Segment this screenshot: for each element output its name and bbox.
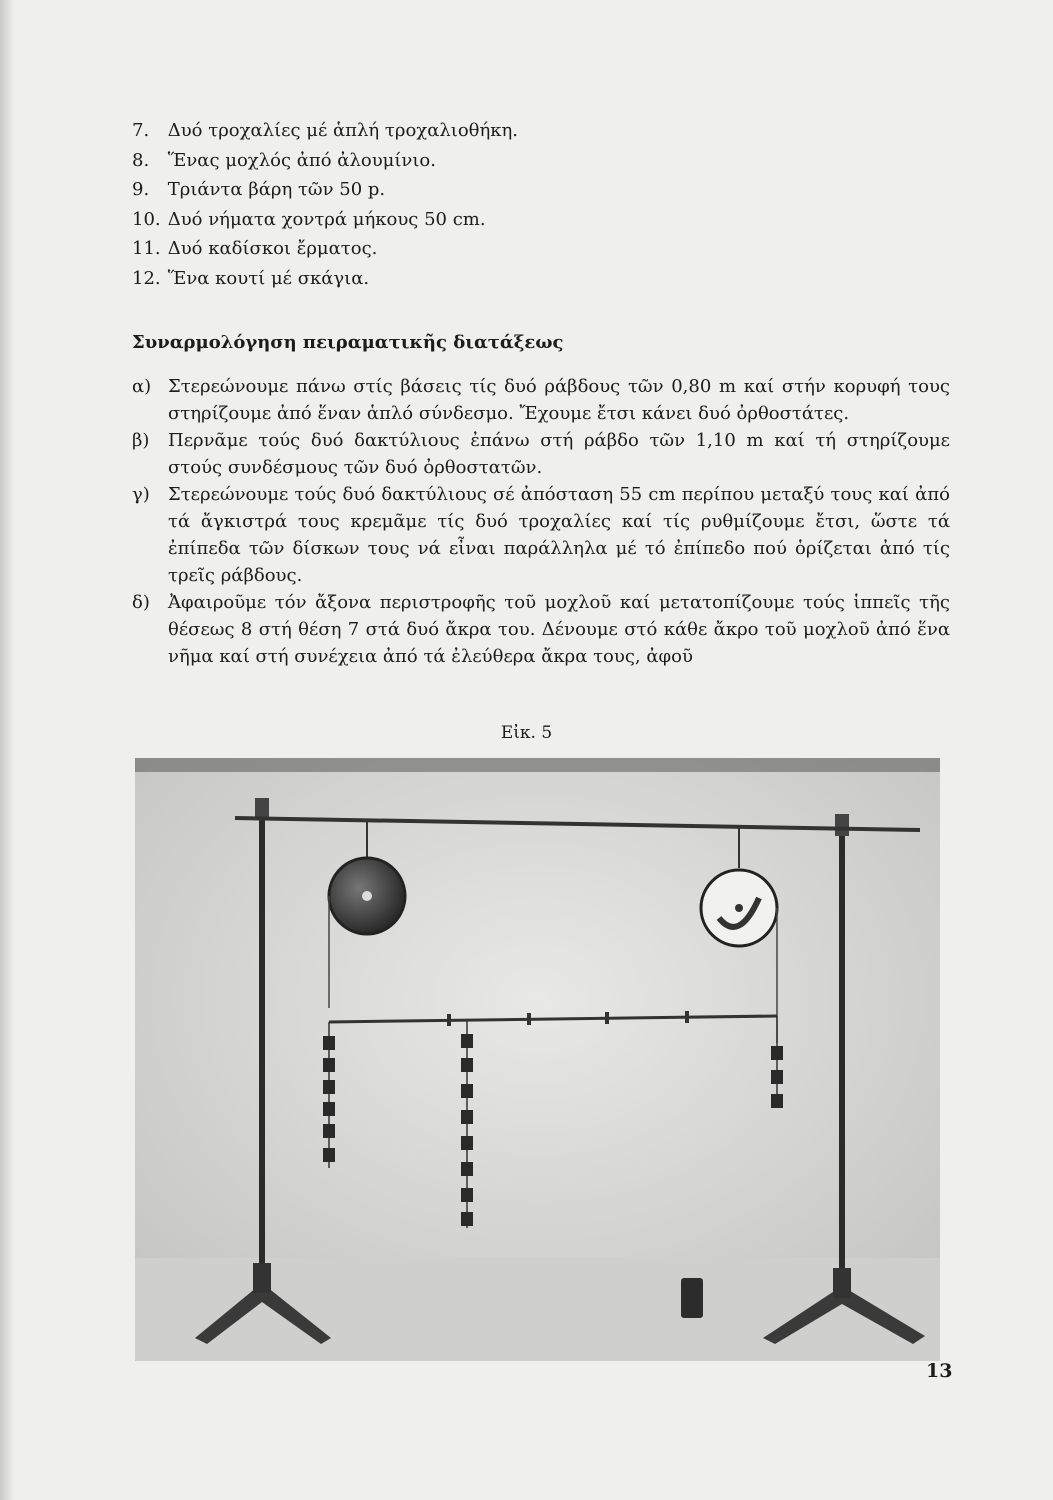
step-c: γ) Στερεώνουμε τούς δυό δακτύλιους σέ ἀπόσταση 55 cm περίπου μεταξύ τους καί ἀπό τά ἄγκιστρά τους κρεμᾶμε τίς δυό τροχαλίες καί τίς ρυθμίζουμε ἔτσι, ὥστε τά ἐπίπεδα τῶν δίσκων τους νά εἶναι παράλληλα μέ τό ἐπίπεδο πού ὁρίζεται ἀπό τίς τρεῖς ράβδους. xyxy=(132,484,950,586)
list-item: 11. Δυό καδίσκοι ἔρματος. xyxy=(132,238,378,259)
section-title: Συναρμολόγηση πειραματικῆς διατάξεως xyxy=(132,332,564,353)
assembly-steps xyxy=(132,373,950,670)
shot-container xyxy=(681,1278,703,1318)
page-number: 13 xyxy=(926,1360,953,1382)
list-item: 12. Ἕνα κουτί μέ σκάγια. xyxy=(132,267,370,289)
equipment-list xyxy=(132,116,652,293)
step-a: α) Στερεώνουμε πάνω στίς βάσεις τίς δυό ράβδους τῶν 0,80 m καί στήν κορυφή τους στηρίζουμε ἀπό ἕναν ἁπλό σύνδεσμο. Ἔχουμε ἔτσι κάνει δυό ὀρθοστάτες. xyxy=(132,376,950,424)
apparatus-photo xyxy=(135,758,940,1361)
page-binding-shadow xyxy=(0,0,14,1500)
step-b: β) Περνᾶμε τούς δυό δακτύλιους ἐπάνω στή ράβδο τῶν 1,10 m καί τή στηρίζουμε στούς συνδέσμους τῶν δυό ὀρθοστατῶν. xyxy=(132,430,950,478)
apparatus-illustration xyxy=(135,758,940,1361)
list-item: 8. Ἕνας μοχλός ἀπό ἀλουμίνιο. xyxy=(132,149,436,171)
step-d: δ) Ἀφαιροῦμε τόν ἄξονα περιστροφῆς τοῦ μοχλοῦ καί μετατοπίζουμε τούς ἱππεῖς τῆς θέσεως 8 στή θέση 7 στά δυό ἄκρα του. Δένουμε στό κάθε ἄκρο τοῦ μοχλοῦ ἀπό ἕνα νῆμα καί στή συνέχεια ἀπό τά ἐλεύθερα ἄκρα τους, ἀφοῦ xyxy=(132,592,950,667)
figure-caption: Εἰκ. 5 xyxy=(500,723,553,743)
list-item: 7. Δυό τροχαλίες μέ ἁπλή τροχαλιοθήκη. xyxy=(132,120,519,141)
list-item: 10. Δυό νήματα χοντρά μήκους 50 cm. xyxy=(132,208,486,230)
list-item: 9. Τριάντα βάρη τῶν 50 p. xyxy=(132,179,386,200)
